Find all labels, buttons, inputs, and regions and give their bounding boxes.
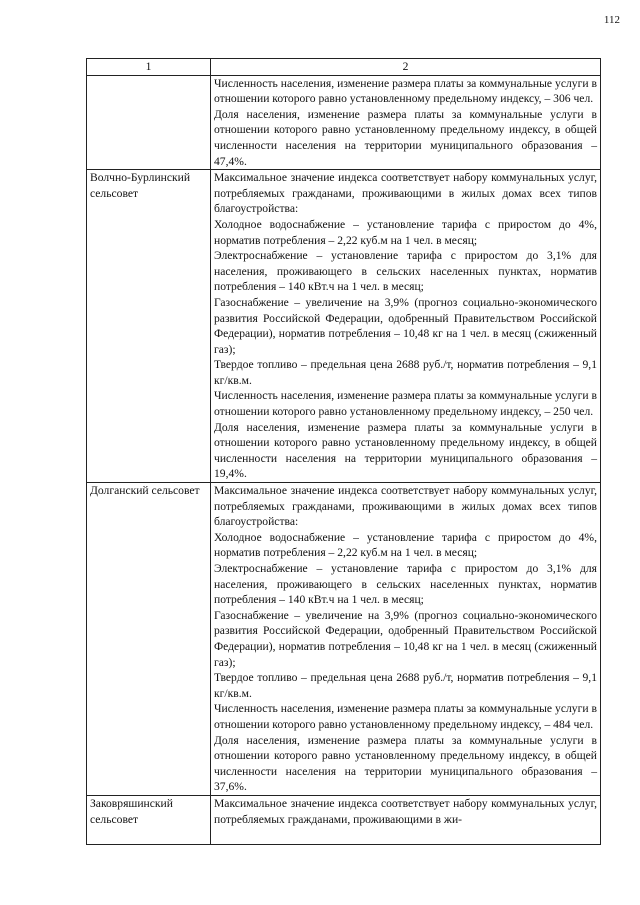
description-paragraph: Численность населения, изменение размера платы за коммунальные услуги в отношении которого равно установленному предельному индексу, – 306 чел. — [214, 76, 597, 106]
description-paragraph: Газоснабжение – увеличение на 3,9% (прогноз социально-экономического развития Российской Федерации, одобренный Правительством Российской Федерации), норматив потребления – 10,48 кг на 1 чел. в месяц (сжиженный газ); — [214, 608, 597, 669]
description-paragraph: Максимальное значение индекса соответствует набору коммунальных услуг, потребляемых гражданами, проживающими в жи- — [214, 796, 597, 826]
description-paragraph: Численность населения, изменение размера платы за коммунальные услуги в отношении которого равно установленному предельному индексу, – 484 чел. — [214, 702, 597, 731]
region-name-cell — [87, 75, 211, 170]
table-row — [87, 75, 601, 170]
region-name-cell: Волчно-Бурлинский сельсовет — [87, 170, 211, 483]
page-number: 112 — [603, 14, 620, 26]
description-paragraph: Электроснабжение – установление тарифа с приростом до 3,1% для населения, проживающего в сельских населенных пунктах, норматив потребления – 140 кВт.ч на 1 чел. в месяц; — [214, 562, 597, 607]
table-row — [87, 795, 601, 844]
description-paragraph: Доля населения, изменение размера платы за коммунальные услуги в отношении которого равно установленному предельному индексу, в общей численности населения на территории муниципального образования – 47,4%. — [214, 107, 597, 168]
description-paragraph: Газоснабжение – увеличение на 3,9% (прогноз социально-экономического развития Российской Федерации, одобренный Правительством Российской Федерации), норматив потребления – 10,48 кг на 1 чел. в месяц (сжиженный газ); — [214, 295, 597, 356]
description-paragraph: Холодное водоснабжение – установление тарифа с приростом до 4%, норматив потребления – 2,22 куб.м на 1 чел. в месяц; — [214, 530, 597, 560]
column-header-2: 2 — [211, 59, 601, 76]
description-paragraph: Доля населения, изменение размера платы за коммунальные услуги в отношении которого равно установленному предельному индексу, в общей численности населения на территории муниципального образования – 37,6%. — [214, 733, 597, 794]
region-name-cell: Заковряшинский сельсовет — [87, 795, 211, 844]
table-header-row — [87, 59, 601, 76]
description-cell — [211, 75, 601, 170]
description-paragraph: Максимальное значение индекса соответствует набору коммунальных услуг, потребляемых гражданами, проживающими в жилых домах всех типов благоустройства: — [214, 171, 597, 216]
description-paragraph: Максимальное значение индекса соответствует набору коммунальных услуг, потребляемых гражданами, проживающими в жилых домах всех типов благоустройства: — [214, 484, 597, 529]
table-row — [87, 170, 601, 483]
description-paragraph: Доля населения, изменение размера платы за коммунальные услуги в отношении которого равно установленному предельному индексу, в общей численности населения на территории муниципального образования – 19,4%. — [214, 420, 597, 481]
description-paragraph: Электроснабжение – установление тарифа с приростом до 3,1% для населения, проживающего в сельских населенных пунктах, норматив потребления – 140 кВт.ч на 1 чел. в месяц; — [214, 249, 597, 294]
region-name-cell: Долганский сельсовет — [87, 483, 211, 796]
description-cell — [211, 795, 601, 844]
description-paragraph: Твердое топливо – предельная цена 2688 руб./т, норматив потребления – 9,1 кг/кв.м. — [214, 358, 597, 387]
description-cell — [211, 483, 601, 796]
table-row — [87, 483, 601, 796]
document-table — [86, 58, 601, 845]
description-paragraph: Твердое топливо – предельная цена 2688 руб./т, норматив потребления – 9,1 кг/кв.м. — [214, 671, 597, 700]
description-cell — [211, 170, 601, 483]
column-header-1: 1 — [87, 59, 211, 76]
description-paragraph: Холодное водоснабжение – установление тарифа с приростом до 4%, норматив потребления – 2,22 куб.м на 1 чел. в месяц; — [214, 217, 597, 247]
description-paragraph: Численность населения, изменение размера платы за коммунальные услуги в отношении которого равно установленному предельному индексу, – 250 чел. — [214, 389, 597, 419]
